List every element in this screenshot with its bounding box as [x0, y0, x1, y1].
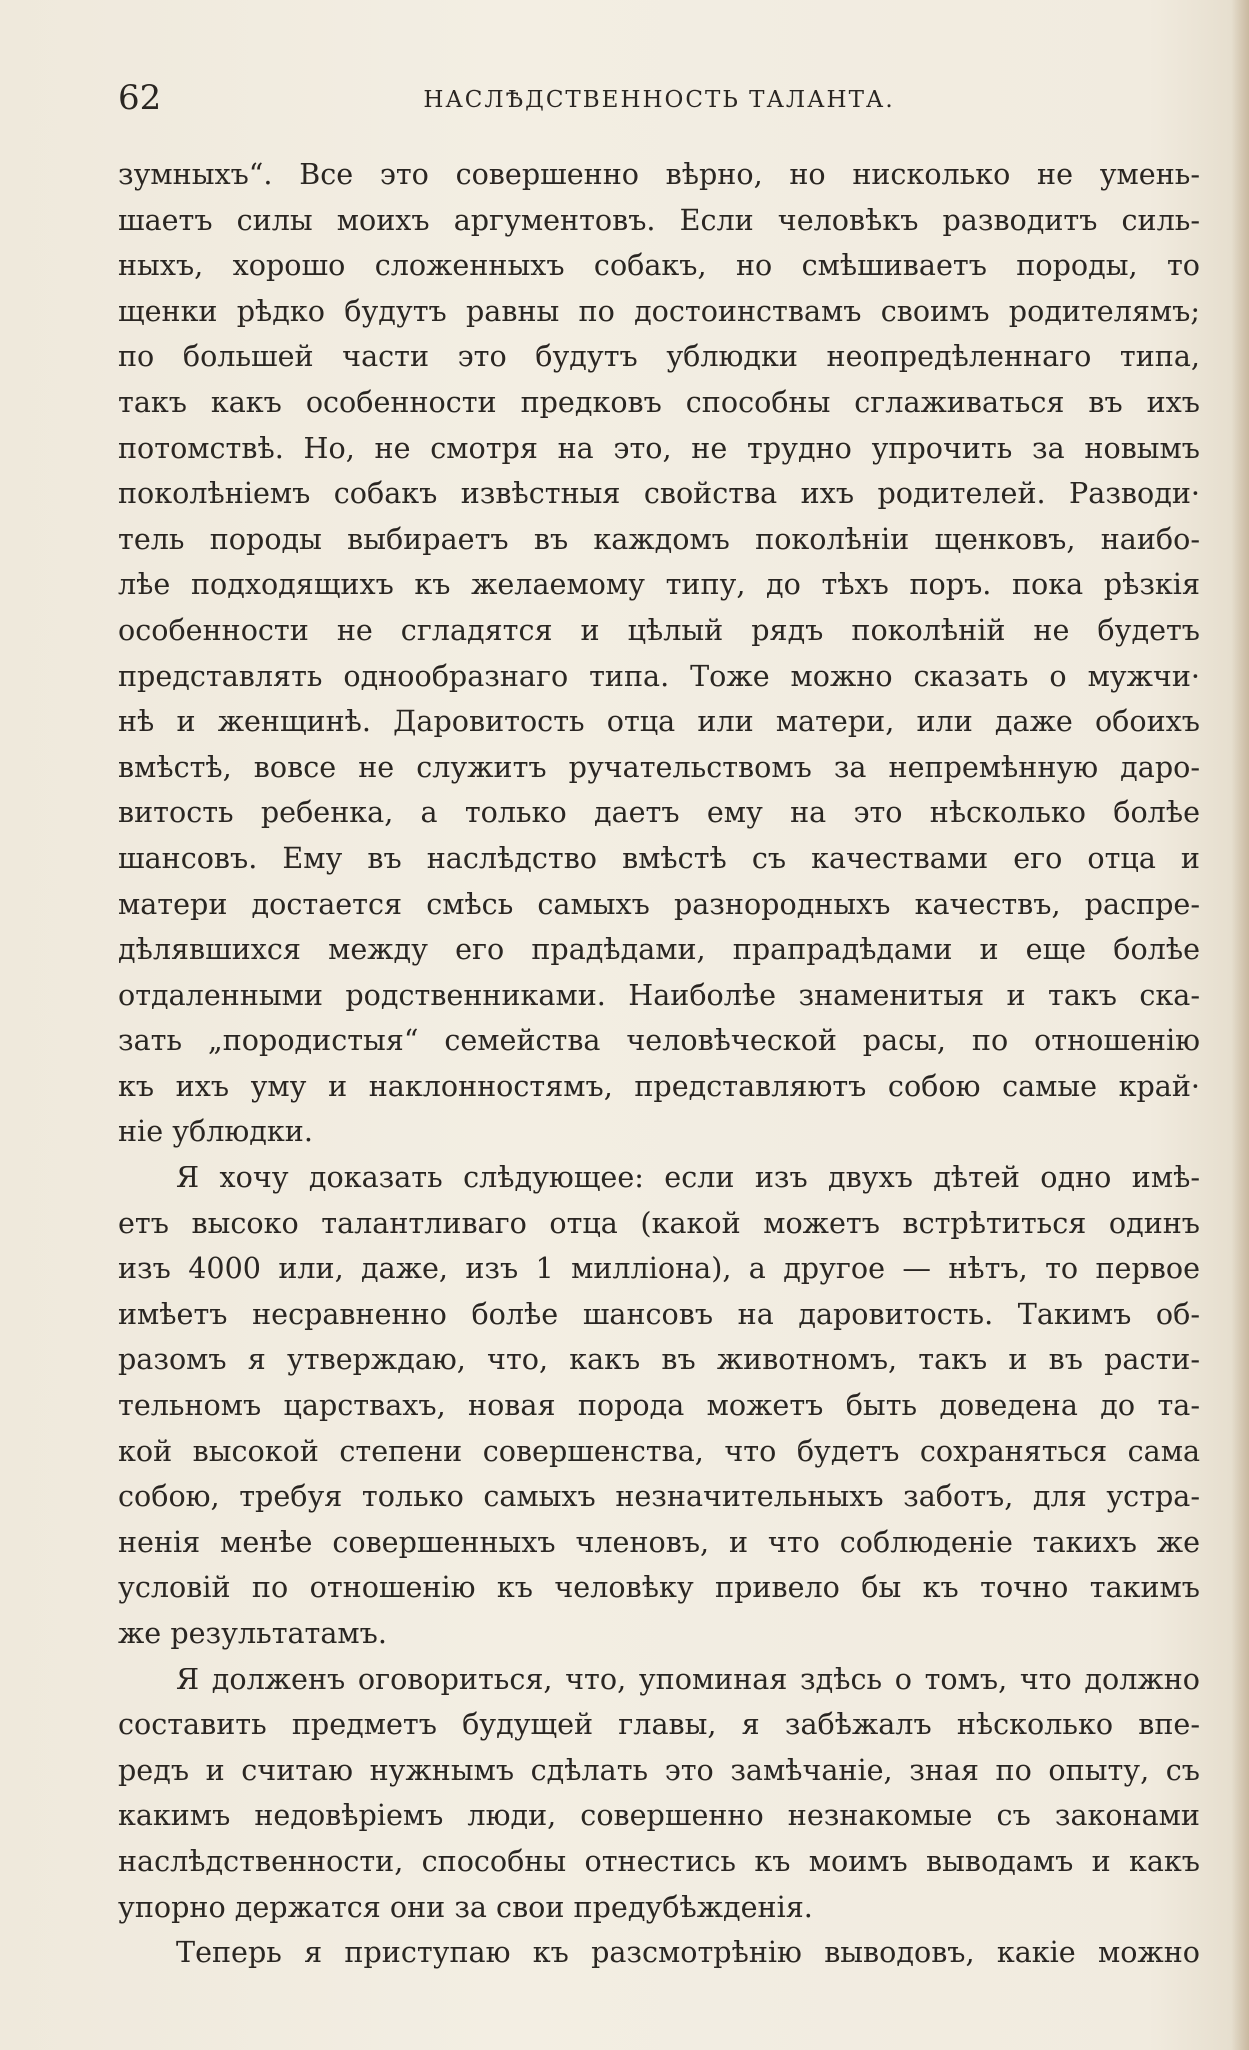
text-line: потомствѣ. Но, не смотря на это, не трудно упрочить за новымъ [118, 430, 1200, 465]
text-line: наслѣдственности, способны отнестись къ моимъ выводамъ и какъ [118, 1843, 1200, 1878]
text-line: кой высокой степени совершенства, что будетъ сохраняться сама [118, 1433, 1200, 1468]
text-line: упорно держатся они за свои предубѣжденія. [118, 1889, 813, 1924]
text-line: составить предметъ будущей главы, я забѣжалъ нѣсколько впе- [118, 1707, 1200, 1742]
text-line: тельномъ царствахъ, новая порода можетъ быть доведена до та- [118, 1388, 1200, 1423]
body-text [118, 152, 1200, 1976]
text-line: лѣе подходящихъ къ желаемому типу, до тѣхъ поръ. пока рѣзкія [118, 567, 1200, 602]
text-line: представлять однообразнаго типа. Тоже можно сказать о мужчи· [118, 658, 1200, 693]
text-line: етъ высоко талантливаго отца (какой можетъ встрѣтиться одинъ [118, 1205, 1200, 1240]
text-line: матери достается смѣсь самыхъ разнородныхъ качествъ, распре- [118, 886, 1200, 921]
text-line: имѣетъ несравненно болѣе шансовъ на даровитость. Такимъ об- [118, 1296, 1200, 1331]
text-line: къ ихъ уму и наклонностямъ, представляютъ собою самые край· [118, 1068, 1200, 1103]
text-line: собою, требуя только самыхъ незначительныхъ заботъ, для устра- [118, 1479, 1200, 1514]
text-line: такъ какъ особенности предковъ способны сглаживаться въ ихъ [118, 384, 1200, 419]
text-line: шаетъ силы моихъ аргументовъ. Если человѣкъ разводитъ силь- [118, 202, 1200, 237]
text-line: зать „породистыя“ семейства человѣческой расы, по отношенію [118, 1023, 1200, 1058]
text-line: изъ 4000 или, даже, изъ 1 милліона), а другое — нѣтъ, то первое [118, 1251, 1200, 1286]
text-line: зумныхъ“. Все это совершенно вѣрно, но нисколько не умень- [118, 157, 1200, 191]
page-header [118, 76, 1200, 126]
text-line: нѣ и женщинѣ. Даровитость отца или матери, или даже обоихъ [118, 704, 1200, 739]
running-title: НАСЛѢДСТВЕННОСТЬ ТАЛАНТА. [423, 87, 895, 113]
text-line: особенности не сгладятся и цѣлый рядъ поколѣній не будетъ [118, 612, 1200, 647]
text-line: отдаленными родственниками. Наиболѣе знаменитыя и такъ ска- [118, 977, 1200, 1012]
text-line: щенки рѣдко будутъ равны по достоинствамъ своимъ родителямъ; [118, 293, 1200, 328]
text-line: ненія менѣе совершенныхъ членовъ, и что соблюденіе такихъ же [118, 1524, 1200, 1559]
paragraph-first-line: Теперь я приступаю къ разсмотрѣнію выводовъ, какіе можно [176, 1935, 1200, 1970]
text-line: шансовъ. Ему въ наслѣдство вмѣстѣ съ качествами его отца и [118, 840, 1200, 875]
page-edge-shadow [1231, 0, 1249, 2050]
text-line: тель породы выбираетъ въ каждомъ поколѣніи щенковъ, наибо- [118, 521, 1200, 556]
text-line: по большей части это будутъ ублюдки неопредѣленнаго типа, [118, 339, 1200, 374]
text-line: какимъ недовѣріемъ люди, совершенно незнакомые съ законами [118, 1798, 1200, 1833]
text-line: же результатамъ. [118, 1616, 387, 1650]
text-line: вмѣстѣ, вовсе не служитъ ручательствомъ за непремѣнную даро- [118, 749, 1200, 784]
paragraph-first-line: Я долженъ оговориться, что, упоминая здѣсь о томъ, что должно [176, 1661, 1200, 1696]
text-line: разомъ я утверждаю, что, какъ въ животномъ, такъ и въ расти- [118, 1342, 1200, 1377]
text-line: редъ и считаю нужнымъ сдѣлать это замѣчаніе, зная по опыту, съ [118, 1752, 1200, 1787]
text-line: дѣлявшихся между его прадѣдами, прапрадѣдами и еще болѣе [118, 932, 1200, 967]
page-number: 62 [118, 78, 162, 118]
text-line: поколѣніемъ собакъ извѣстныя свойства ихъ родителей. Разводи· [118, 476, 1200, 511]
text-line: витость ребенка, а только даетъ ему на это нѣсколько болѣе [118, 795, 1200, 830]
text-line: ныхъ, хорошо сложенныхъ собакъ, но смѣшиваетъ породы, то [118, 248, 1200, 283]
text-line: условій по отношенію къ человѣку привело бы къ точно такимъ [118, 1570, 1200, 1605]
paragraph-first-line: Я хочу доказать слѣдующее: если изъ двухъ дѣтей одно имѣ- [176, 1160, 1200, 1195]
text-line: ніе ублюдки. [118, 1114, 313, 1149]
